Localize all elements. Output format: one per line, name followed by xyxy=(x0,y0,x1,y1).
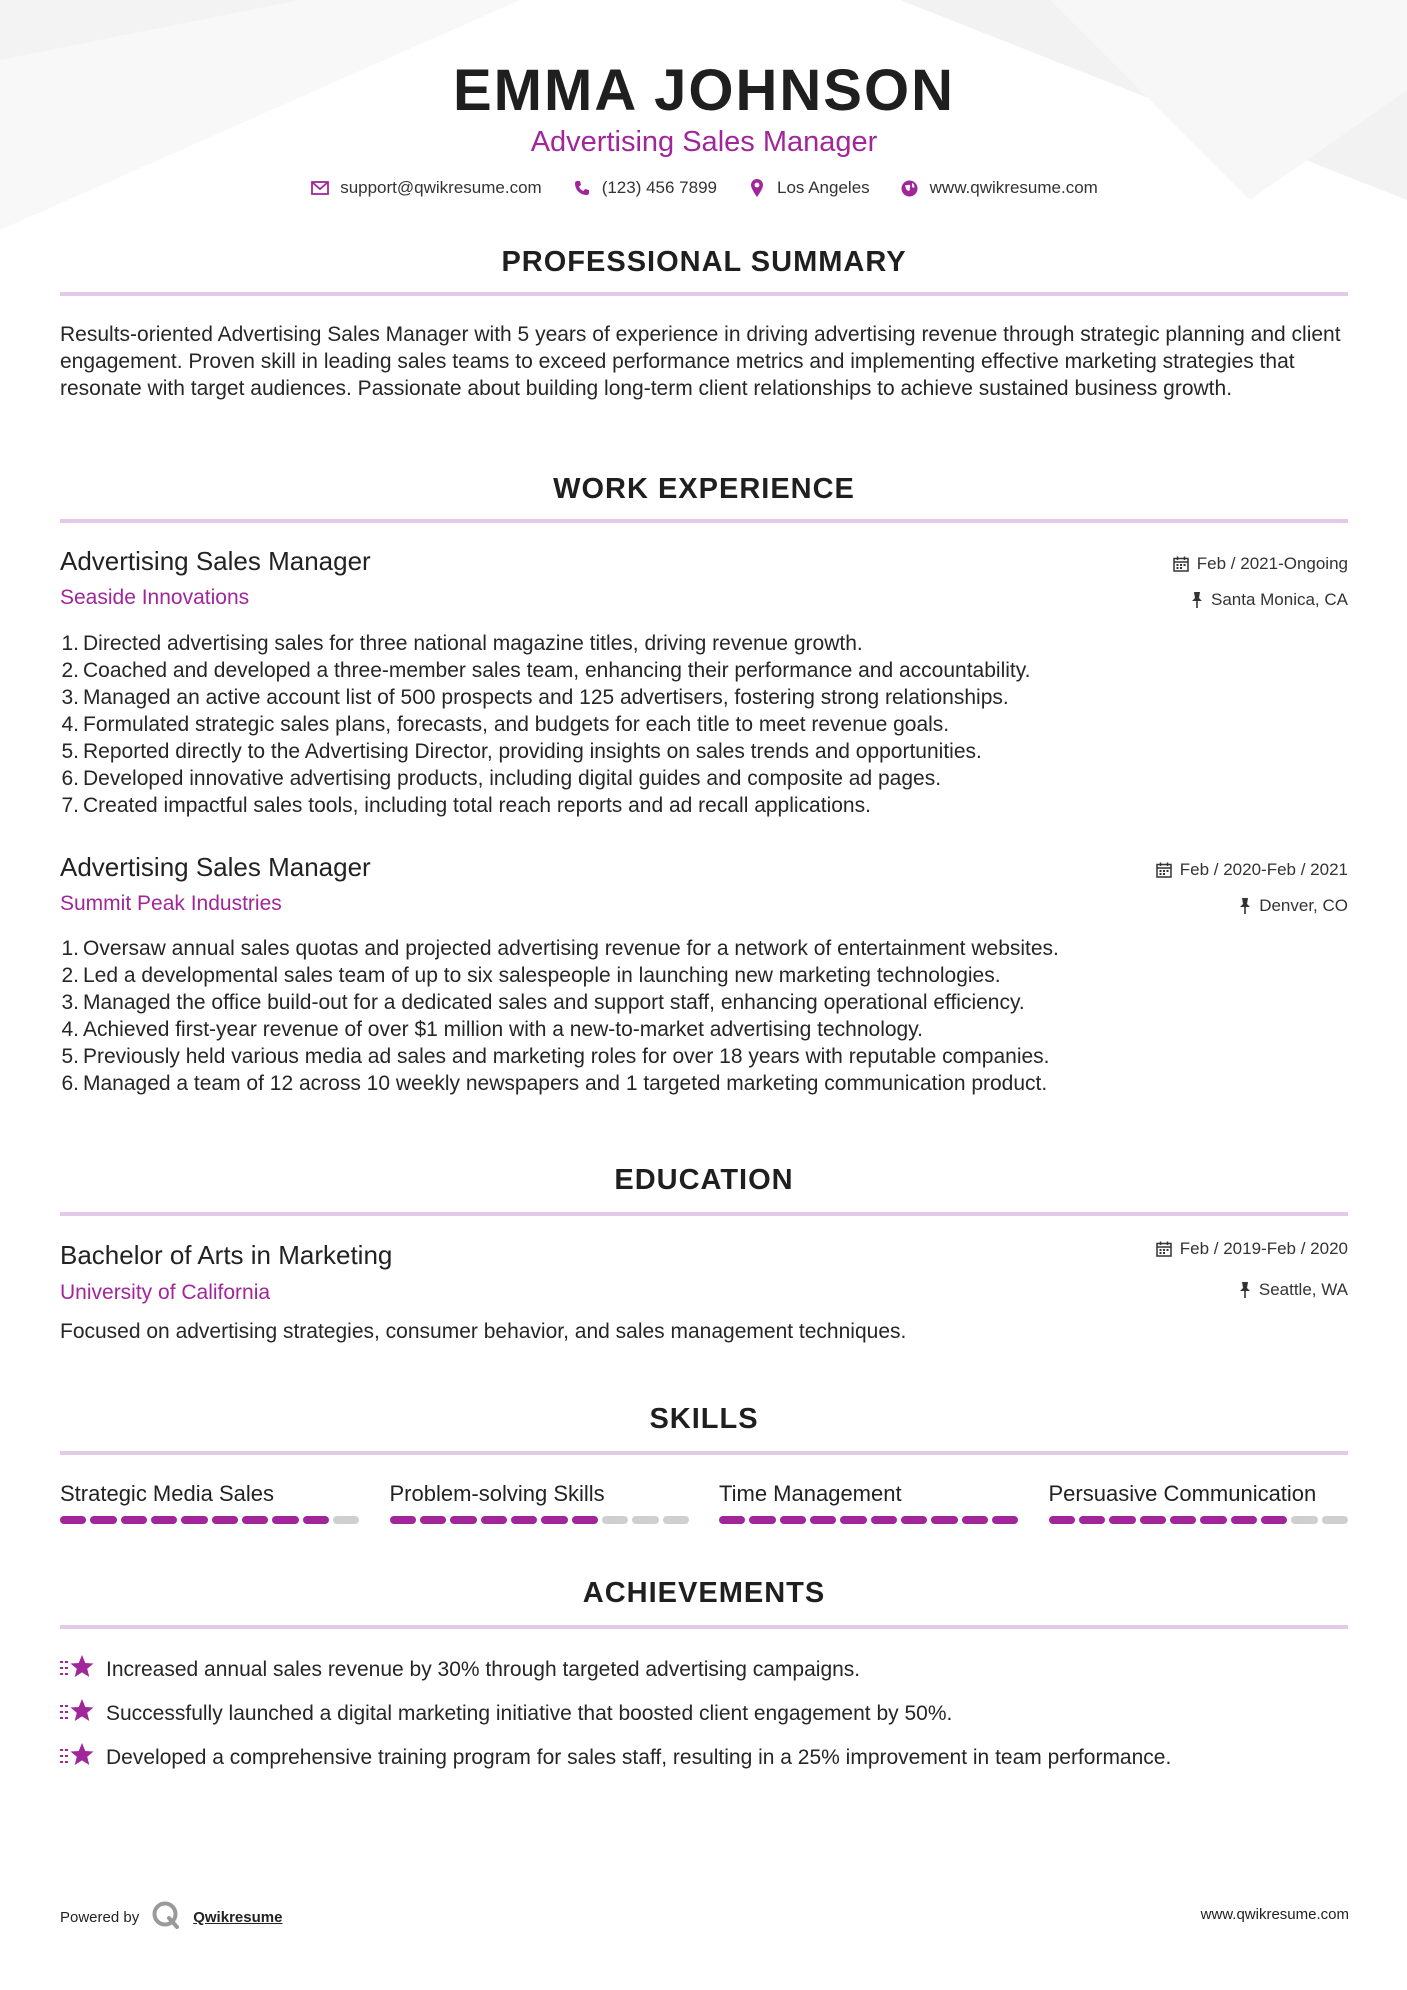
skill-segment-filled xyxy=(242,1516,268,1524)
job-company: Seaside Innovations xyxy=(60,586,250,609)
list-item: 5. Previously held various media ad sales and marketing roles for over 18 years with reputable companies. xyxy=(61,1045,1050,1068)
skill-level-bar xyxy=(60,1516,360,1524)
job-location xyxy=(1191,590,1348,610)
skill-segment-filled xyxy=(121,1516,147,1524)
qwikresume-logo-icon xyxy=(151,1900,181,1934)
list-item: 1. Directed advertising sales for three national magazine titles, driving revenue growth. xyxy=(61,632,863,655)
skill-segment-empty xyxy=(333,1516,359,1524)
skill-segment-filled xyxy=(780,1516,806,1524)
education-school: University of California xyxy=(60,1281,271,1304)
pushpin-icon xyxy=(1239,898,1251,914)
achievement-item xyxy=(60,1654,860,1686)
education-dates-text: Feb / 2019-Feb / 2020 xyxy=(1179,1239,1348,1258)
skill-segment-filled xyxy=(1231,1516,1257,1524)
skill-segment-filled xyxy=(1170,1516,1196,1524)
section-divider xyxy=(60,1625,1348,1629)
section-title-summary: PROFESSIONAL SUMMARY xyxy=(501,246,907,278)
skill-segment-empty xyxy=(602,1516,628,1524)
achievement-text: Successfully launched a digital marketing initiative that boosted client engagement by 50%. xyxy=(106,1702,953,1725)
skill-segment-filled xyxy=(181,1516,207,1524)
skill-segment-empty xyxy=(1291,1516,1317,1524)
skill-segment-filled xyxy=(1049,1516,1075,1524)
skill-name: Problem-solving Skills xyxy=(389,1481,605,1506)
skill-item xyxy=(1049,1478,1349,1524)
job-company: Summit Peak Industries xyxy=(60,892,282,915)
skill-segment-filled xyxy=(541,1516,567,1524)
contact-phone-text: (123) 456 7899 xyxy=(601,178,718,197)
skill-segment-filled xyxy=(60,1516,86,1524)
shooting-star-icon xyxy=(60,1698,94,1730)
skill-name: Strategic Media Sales xyxy=(60,1481,274,1506)
job-dates-text: Feb / 2020-Feb / 2021 xyxy=(1179,860,1348,879)
list-item: 4. Achieved first-year revenue of over $1 million with a new-to-market advertising technology. xyxy=(61,1018,923,1041)
powered-by-label: Powered by xyxy=(60,1908,140,1926)
list-item: 1. Oversaw annual sales quotas and projected advertising revenue for a network of entertainment websites. xyxy=(61,937,1059,960)
skill-segment-filled xyxy=(719,1516,745,1524)
skill-level-bar xyxy=(719,1516,1019,1524)
education-degree: Bachelor of Arts in Marketing xyxy=(60,1240,393,1270)
calendar-icon xyxy=(1156,862,1172,878)
calendar-icon xyxy=(1156,1241,1172,1257)
achievement-item xyxy=(60,1698,952,1730)
globe-icon xyxy=(900,178,920,198)
calendar-icon xyxy=(1173,556,1189,572)
envelope-icon xyxy=(310,178,330,198)
education-dates xyxy=(1156,1239,1348,1259)
contact-website-text: www.qwikresume.com xyxy=(929,178,1098,197)
skill-name: Time Management xyxy=(719,1481,902,1506)
skill-segment-filled xyxy=(840,1516,866,1524)
skill-segment-filled xyxy=(992,1516,1018,1524)
job-location-text: Denver, CO xyxy=(1259,896,1348,915)
skill-segment-filled xyxy=(151,1516,177,1524)
skill-item xyxy=(390,1478,690,1524)
achievement-text: Increased annual sales revenue by 30% through targeted advertising campaigns. xyxy=(106,1658,861,1681)
job-bullet-list xyxy=(60,630,1348,819)
footer-powered-by xyxy=(60,1900,282,1934)
job-bullet-list xyxy=(60,935,1348,1097)
list-item: 3. Managed the office build-out for a dedicated sales and support staff, enhancing operational efficiency. xyxy=(61,991,1025,1014)
skill-segment-filled xyxy=(1140,1516,1166,1524)
skill-segment-filled xyxy=(390,1516,416,1524)
skill-segment-filled xyxy=(212,1516,238,1524)
skills-list xyxy=(60,1478,1348,1524)
list-item: 5. Reported directly to the Advertising Director, providing insights on sales trends and opportunities. xyxy=(61,740,982,763)
contact-location xyxy=(747,178,870,198)
contact-location-text: Los Angeles xyxy=(777,178,870,197)
education-location xyxy=(1239,1280,1348,1300)
skill-segment-filled xyxy=(1079,1516,1105,1524)
shooting-star-icon xyxy=(60,1742,94,1774)
section-divider xyxy=(60,292,1348,296)
skill-segment-filled xyxy=(1200,1516,1226,1524)
list-item: 6. Managed a team of 12 across 10 weekly newspapers and 1 targeted marketing communication product. xyxy=(61,1072,1048,1095)
skill-segment-empty xyxy=(1322,1516,1348,1524)
skill-level-bar xyxy=(1049,1516,1349,1524)
job-dates-text: Feb / 2021-Ongoing xyxy=(1196,554,1348,573)
summary-text: Results-oriented Advertising Sales Manager with 5 years of experience in driving advertising revenue through strategic planning and client engagement. Proven skill in leading sales teams to exceed performance metrics and implementing effective marketing strategies that resonate with target audiences. Passionate about building long-term client relationships to achieve sustained business growth. xyxy=(60,323,1341,400)
footer-website[interactable]: www.qwikresume.com xyxy=(1200,1906,1349,1923)
skill-segment-filled xyxy=(450,1516,476,1524)
contact-bar xyxy=(60,178,1348,198)
pushpin-icon xyxy=(1239,1282,1251,1298)
skill-segment-filled xyxy=(572,1516,598,1524)
education-location-text: Seattle, WA xyxy=(1258,1280,1348,1299)
section-title-achievements: ACHIEVEMENTS xyxy=(582,1577,826,1609)
skill-segment-empty xyxy=(632,1516,658,1524)
candidate-title: Advertising Sales Manager xyxy=(530,126,878,158)
section-title-skills: SKILLS xyxy=(649,1403,759,1435)
skill-item xyxy=(719,1478,1019,1524)
map-pin-icon xyxy=(747,178,767,198)
skill-segment-filled xyxy=(871,1516,897,1524)
education-description: Focused on advertising strategies, consumer behavior, and sales management techniques. xyxy=(60,1320,907,1343)
pushpin-icon xyxy=(1191,592,1203,608)
section-divider xyxy=(60,1451,1348,1455)
list-item: 2. Coached and developed a three-member sales team, enhancing their performance and accountability. xyxy=(61,659,1031,682)
qwikresume-link[interactable]: Qwikresume xyxy=(193,1908,283,1926)
skill-name: Persuasive Communication xyxy=(1048,1481,1317,1506)
job-title: Advertising Sales Manager xyxy=(60,852,371,882)
job-location-text: Santa Monica, CA xyxy=(1210,590,1348,609)
skill-segment-filled xyxy=(810,1516,836,1524)
list-item: 3. Managed an active account list of 500 prospects and 125 advertisers, fostering strong relationships. xyxy=(61,686,1009,709)
skill-segment-filled xyxy=(420,1516,446,1524)
contact-website[interactable] xyxy=(900,178,1098,198)
skill-segment-filled xyxy=(962,1516,988,1524)
skill-segment-filled xyxy=(931,1516,957,1524)
skill-segment-filled xyxy=(481,1516,507,1524)
list-item: 6. Developed innovative advertising products, including digital guides and composite ad pages. xyxy=(61,767,942,790)
skill-level-bar xyxy=(390,1516,690,1524)
skill-segment-filled xyxy=(272,1516,298,1524)
skill-segment-filled xyxy=(1261,1516,1287,1524)
section-title-education: EDUCATION xyxy=(614,1164,794,1196)
skill-segment-empty xyxy=(663,1516,689,1524)
contact-email-text: support@qwikresume.com xyxy=(340,178,542,197)
candidate-name: EMMA JOHNSON xyxy=(453,58,955,123)
skill-segment-filled xyxy=(749,1516,775,1524)
job-location xyxy=(1239,896,1348,916)
phone-icon xyxy=(572,178,592,198)
section-divider xyxy=(60,1212,1348,1216)
achievement-text: Developed a comprehensive training program for sales staff, resulting in a 25% improvement in team performance. xyxy=(106,1746,1172,1769)
skill-segment-filled xyxy=(90,1516,116,1524)
skill-segment-filled xyxy=(511,1516,537,1524)
job-title: Advertising Sales Manager xyxy=(60,546,371,576)
section-title-experience: WORK EXPERIENCE xyxy=(553,473,855,505)
achievement-item xyxy=(60,1742,1171,1774)
shooting-star-icon xyxy=(60,1654,94,1686)
contact-phone[interactable] xyxy=(572,178,717,198)
job-dates xyxy=(1156,860,1348,880)
list-item: 2. Led a developmental sales team of up to six salespeople in launching new marketing technologies. xyxy=(61,964,1001,987)
list-item: 4. Formulated strategic sales plans, forecasts, and budgets for each title to meet revenue goals. xyxy=(61,713,950,736)
list-item: 7. Created impactful sales tools, including total reach reports and ad recall applications. xyxy=(61,794,871,817)
section-divider xyxy=(60,519,1348,523)
skill-segment-filled xyxy=(303,1516,329,1524)
skill-item xyxy=(60,1478,360,1524)
job-dates xyxy=(1173,554,1348,574)
skill-segment-filled xyxy=(1109,1516,1135,1524)
contact-email[interactable] xyxy=(310,178,542,198)
skill-segment-filled xyxy=(901,1516,927,1524)
